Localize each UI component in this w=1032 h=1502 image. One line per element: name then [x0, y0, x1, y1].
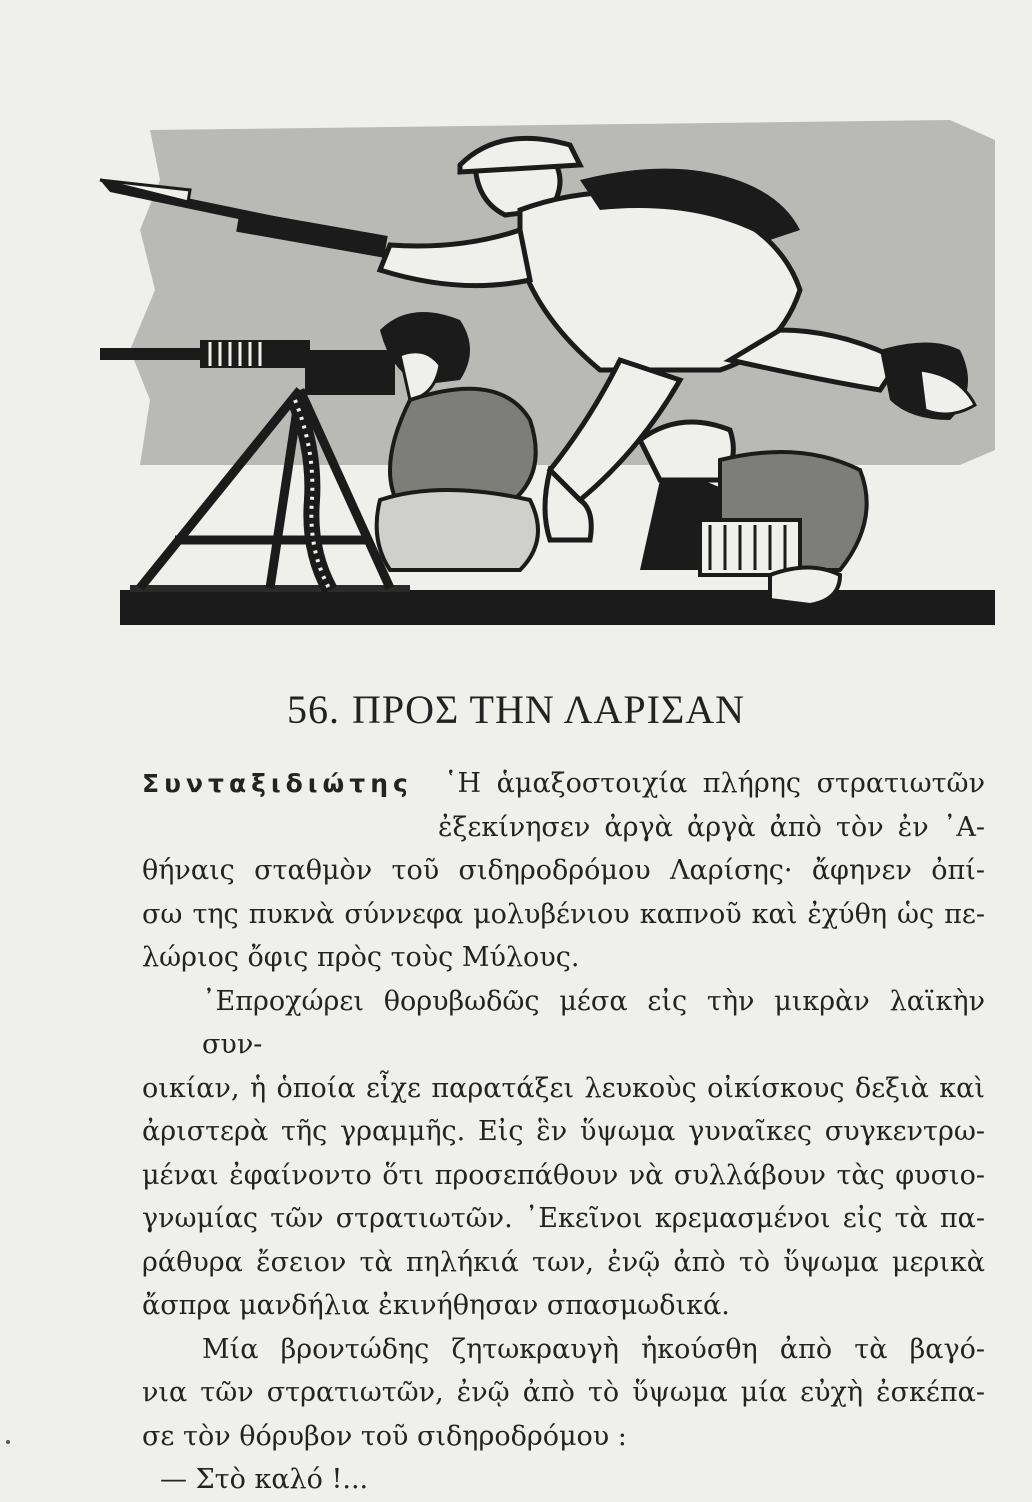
text-line: ἀριστερὰ τῆς γραμμῆς. Εἰς ἓν ὕψωμα γυναῖκες συγκεντρω- — [142, 1116, 985, 1147]
text-line: γνωμίας τῶν στρατιωτῶν. ᾿Εκεῖνοι κρεμασμένοι εἰς τὰ πα- — [142, 1203, 985, 1234]
text-line: ᾿Επροχώρει θορυβωδῶς μέσα εἰς τὴν μικρὰν λαϊκὴν συν- — [202, 985, 985, 1060]
author-name: Συνταξιδιώτης — [142, 769, 413, 798]
text-line: Μία βροντώδης ζητωκραυγὴ ἠκούσθη ἀπὸ τὰ βαγό- — [202, 1333, 985, 1365]
first-line — [142, 762, 985, 806]
chapter-heading: ΠΡΟΣ ΤΗΝ ΛΑΡΙΣΑΝ — [351, 687, 746, 732]
text-line: οικίαν, ἡ ὁποία εἶχε παρατάξει λευκοὺς οἰκίσκους δεξιὰ καὶ — [142, 1072, 985, 1104]
text-line: λώριος ὄφις πρὸς τοὺς Μύλους. — [142, 942, 580, 973]
text-line: ἐξεκίνησεν ἀργὰ ἀργὰ ἀπὸ τὸν ἐν ᾿Α- — [438, 811, 985, 843]
text-line: — Στὸ καλό !... — [160, 1464, 369, 1495]
chapter-title — [0, 686, 1032, 733]
text-line: σε τὸν θόρυβον τοῦ σιδηροδρόμου : — [142, 1420, 627, 1452]
soldiers-illustration — [80, 120, 1000, 630]
text-line: νια τῶν στρατιωτῶν, ἐνῷ ἀπὸ τὸ ὕψωμα μία εὐχὴ ἐσκέπα- — [142, 1377, 985, 1408]
text-line: σω της πυκνὰ σύννεφα μολυβένιου καπνοῦ καὶ ἐχύθη ὡς πε- — [142, 898, 985, 930]
text-line: ἄσπρα μανδήλια ἐκινήθησαν σπασμωδικά. — [142, 1290, 730, 1321]
text-line: ράθυρα ἔσειον τὰ πηλήκιά των, ἐνῷ ἀπὸ τὸ ὕψωμα μερικὰ — [142, 1246, 985, 1278]
speck — [6, 1440, 10, 1444]
text-line: θήναις σταθμὸν τοῦ σιδηροδρόμου Λαρίσης· ἄφηνεν ὀπί- — [142, 855, 985, 886]
text-line: ῾Η ἁμαξοστοιχία πλήρης στρατιωτῶν — [444, 768, 985, 799]
chapter-body — [142, 762, 985, 1502]
text-line: μέναι ἐφαίνοντο ὅτι προσεπάθουν νὰ συλλάβουν τὰς φυσιο- — [142, 1159, 985, 1191]
chapter-number: 56. — [286, 687, 340, 732]
